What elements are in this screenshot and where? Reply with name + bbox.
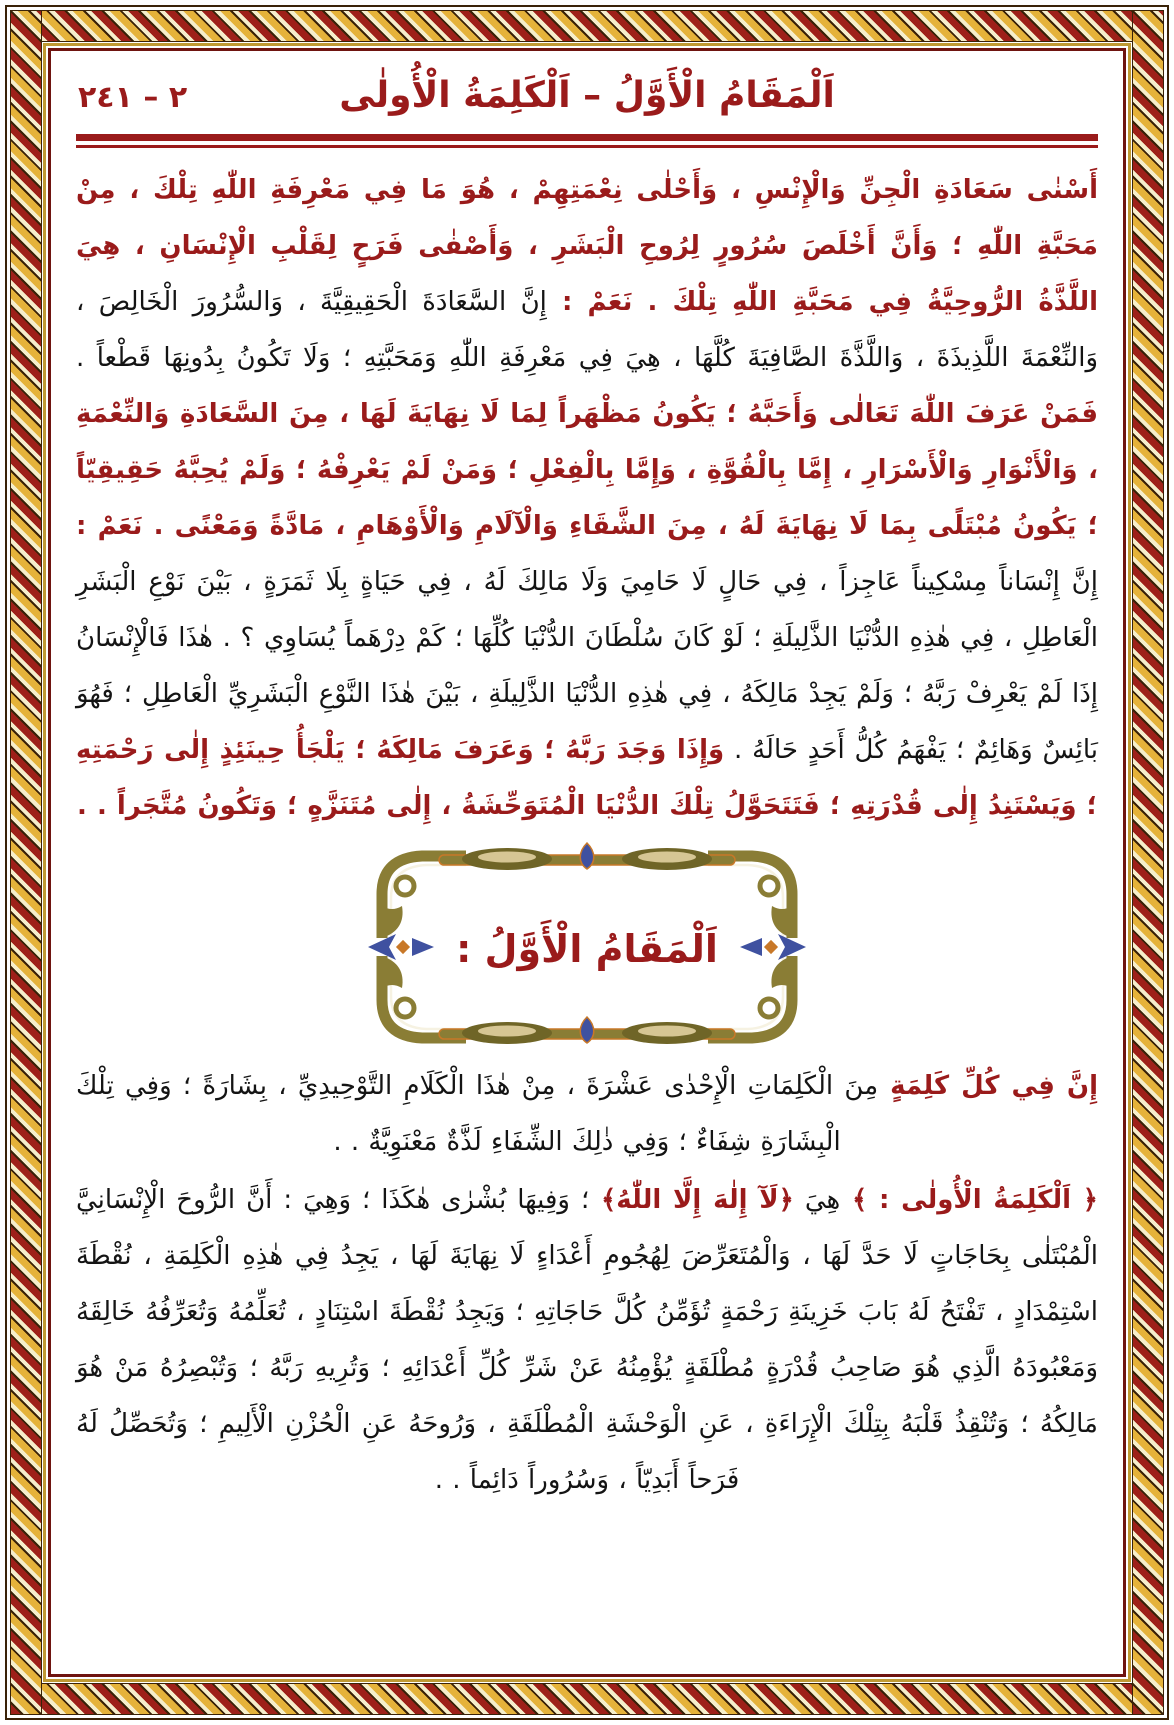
- chain-border-top: [10, 10, 1164, 42]
- text-segment-red: ﴿ اَلْكَلِمَةُ الْأُولٰى : ﴾: [840, 1185, 1098, 1215]
- paragraph-first-word: [76, 1172, 1098, 1508]
- text-segment-black: إِنَّ السَّعَادَةَ الْحَقِيقِيَّةَ ، وَالسُّرُورَ الْخَالِصَ ، وَالنِّعْمَةَ اللَّذِيذَةَ ، وَاللَّذَّةَ الصَّافِيَةَ كُلَّهَا ، هِيَ فِي مَعْرِفَةِ اللّٰهِ وَمَحَبَّتِهِ ؛ وَلَا تَكُونُ بِدُونِهَا قَطْعاً .: [76, 287, 1098, 373]
- page-header: [76, 66, 1098, 128]
- section-title: اَلْمَقَامُ الْأَوَّلُ :: [456, 927, 718, 971]
- text-segment-red: إِنَّ فِي كُلِّ كَلِمَةٍ: [878, 1071, 1098, 1101]
- page-content: [60, 56, 1114, 1669]
- text-segment-red: ﴿لَآ إِلٰهَ إِلَّا اللّٰهُ﴾: [589, 1185, 794, 1215]
- header-divider-thin: [76, 145, 1098, 148]
- text-segment-black: ؛ وَفِيهَا بُشْرٰى هٰكَذَا ؛ وَهِيَ : أَنَّ الرُّوحَ الْإِنْسَانِيَّ الْمُبْتَلٰى بِحَاجَاتٍ لَا حَدَّ لَهَا ، وَالْمُتَعَرِّضَ لِهُجُومِ أَعْدَاءٍ لَا نِهَايَةَ لَهَا ، يَجِدُ فِي هٰذِهِ الْكَلِمَةِ ، نُقْطَةَ اسْتِمْدَادٍ ، تَفْتَحُ لَهُ بَابَ خَزِينَةِ رَحْمَةٍ تُؤَمِّنُ كُلَّ حَاجَاتِهِ ؛ وَيَجِدُ نُقْطَةَ اسْتِنَادٍ ، تُعَلِّمُهُ وَتُعَرِّفُهُ خَالِقَهُ وَمَعْبُودَهُ الَّذِي هُوَ صَاحِبُ قُدْرَةٍ مُطْلَقَةٍ يُؤْمِنُهُ عَنْ شَرِّ كُلِّ أَعْدَائِهِ ؛ وَتُرِيهِ رَبَّهُ ؛ وَتُبْصِرُهُ مَنْ هُوَ مَالِكُهُ ؛ وَتُنْقِذُ قَلْبَهُ بِتِلْكَ الْإِرَاءَةِ ، عَنِ الْوَحْشَةِ الْمُطْلَقَةِ ، وَرُوحَهُ عَنِ الْحُزْنِ الْأَلِيمِ ؛ وَتُحَصِّلُ لَهُ فَرَحاً أَبَدِيّاً ، وَسُرُوراً دَائِماً . .: [76, 1185, 1098, 1495]
- text-segment-red: وَإِذَا وَجَدَ رَبَّهُ ؛ وَعَرَفَ مَالِكَهُ ؛ يَلْجَأُ حِينَئِذٍ إِلٰى رَحْمَتِهِ ؛ وَيَسْتَنِدُ إِلٰى قُدْرَتِهِ ؛ فَتَتَحَوَّلُ تِلْكَ الدُّنْيَا الْمُتَوَحِّشَةُ ، إِلٰى مُتَنَزَّهٍ ؛ وَتَكُونُ مُتَّجَراً . .: [76, 735, 1097, 821]
- header-divider-thick: [76, 134, 1098, 141]
- page-title: اَلْمَقَامُ الْأَوَّلُ – اَلْكَلِمَةُ الْأُولٰى: [339, 75, 835, 116]
- paragraph-eleven-words: [76, 1058, 1098, 1170]
- text-segment-red: فَمَنْ عَرَفَ اللّٰهَ تَعَالٰى وَأَحَبَّهُ ؛ يَكُونُ مَظْهَراً لِمَا لَا نِهَايَةَ لَهَا ، مِنَ السَّعَادَةِ وَالنِّعْمَةِ ، وَالْأَنْوَارِ وَالْأَسْرَارِ ، إِمَّا بِالْقُوَّةِ ، وَإِمَّا بِالْفِعْلِ ؛ وَمَنْ لَمْ يَعْرِفْهُ ؛ وَلَمْ يُحِبَّهُ حَقِيقِيّاً ؛ يَكُونُ مُبْتَلًى بِمَا لَا نِهَايَةَ لَهُ ، مِنَ الشَّقَاءِ وَالْآلَامِ وَالْأَوْهَامِ ، مَادَّةً وَمَعْنًى . نَعَمْ :: [76, 399, 1098, 541]
- text-segment-black: إِنَّ إِنْسَاناً مِسْكِيناً عَاجِزاً ، فِي حَالٍ لَا حَامِيَ وَلَا مَالِكَ لَهُ ، فِي حَيَاةٍ بِلَا ثَمَرَةٍ ، بَيْنَ نَوْعِ الْبَشَرِ الْعَاطِلِ ، فِي هٰذِهِ الدُّنْيَا الذَّلِيلَةِ ؛ لَوْ كَانَ سُلْطَانَ الدُّنْيَا كُلِّهَا ؛ كَمْ دِرْهَماً يُسَاوِي ؟ . هٰذَا فَالْإِنْسَانُ إِذَا لَمْ يَعْرِفْ رَبَّهُ ؛ وَلَمْ يَجِدْ مَالِكَهُ ، فِي هٰذِهِ الدُّنْيَا الذَّلِيلَةِ ، بَيْنَ هٰذَا النَّوْعِ الْبَشَرِيِّ الْعَاطِلِ ؛ فَهُوَ بَائِسٌ وَهَائِمٌ ؛ يَفْهَمُ كُلُّ أَحَدٍ حَالَهُ .: [76, 567, 1098, 765]
- text-segment-black: مِنَ الْكَلِمَاتِ الْإِحْدٰى عَشْرَةَ ، مِنْ هٰذَا الْكَلَامِ التَّوْحِيدِيِّ ، بِشَارَةً ؛ وَفِي تِلْكَ الْبِشَارَةِ شِفَاءٌ ؛ وَفِي ذٰلِكَ الشِّفَاءِ لَذَّةٌ مَعْنَوِيَّةٌ . .: [76, 1071, 879, 1157]
- chain-border-bottom: [10, 1683, 1164, 1715]
- paragraph-intro: [76, 162, 1098, 834]
- text-segment-red: أَسْنٰى سَعَادَةِ الْجِنِّ وَالْإِنْسِ ، وَأَحْلٰى نِعْمَتِهِمْ ، هُوَ مَا فِي مَعْرِفَةِ اللّٰهِ تِلْكَ ، مِنْ مَحَبَّةِ اللّٰهِ ؛ وَأَنَّ أَخْلَصَ سُرُورٍ لِرُوحِ الْبَشَرِ ، وَأَصْفٰى فَرَحٍ لِقَلْبِ الْإِنْسَانِ ، هِيَ اللَّذَّةُ الرُّوحِيَّةُ فِي مَحَبَّةِ اللّٰهِ تِلْكَ . نَعَمْ :: [76, 175, 1098, 317]
- chain-border-left: [10, 10, 42, 1715]
- section-ornament-box: [372, 844, 802, 1050]
- chain-border-right: [1132, 10, 1164, 1715]
- text-segment-black: هِيَ: [793, 1185, 841, 1215]
- page-number: ٢ – ٢٤١: [78, 80, 188, 115]
